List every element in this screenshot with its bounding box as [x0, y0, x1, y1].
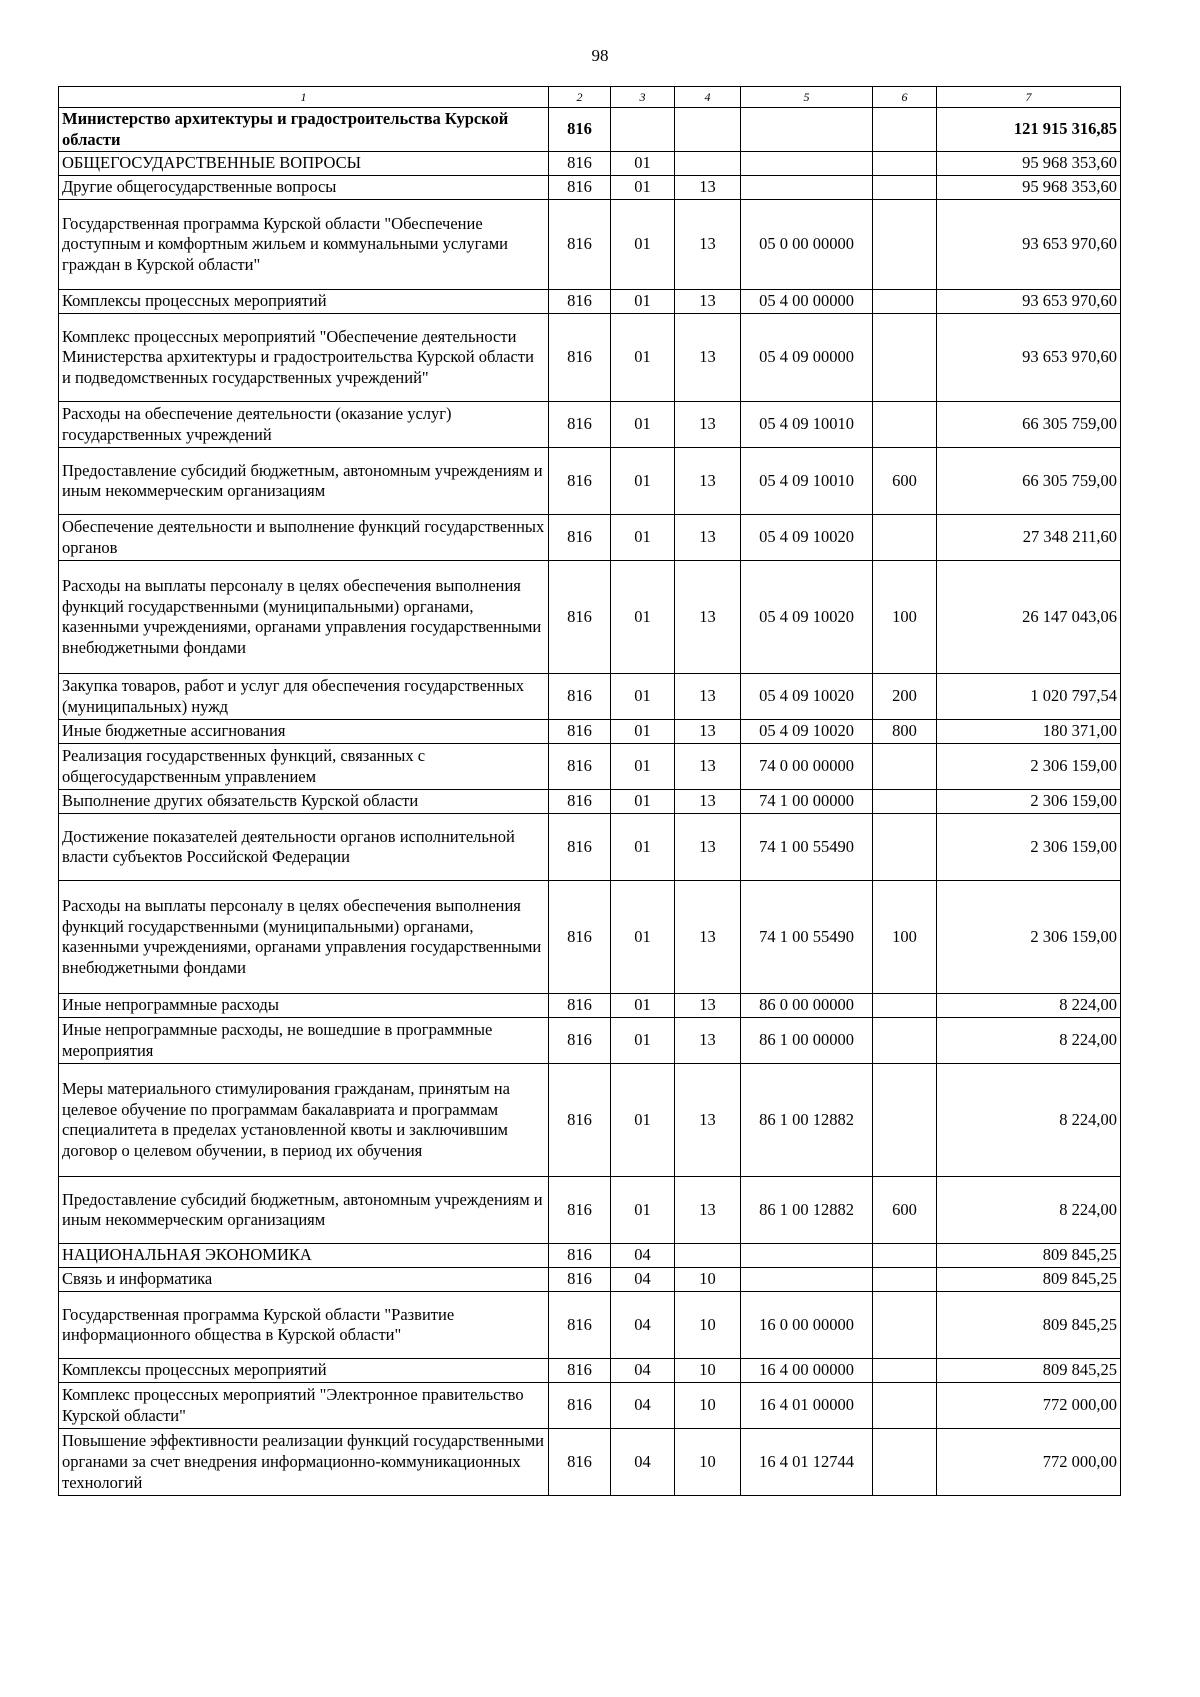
table-row	[59, 176, 1121, 200]
row-name: Иные непрограммные расходы	[59, 994, 549, 1018]
table-row	[59, 744, 1121, 790]
column-header: 4	[675, 87, 741, 108]
row-subsection-code: 13	[675, 720, 741, 744]
row-ministry-code: 816	[549, 674, 611, 720]
row-expense-type	[873, 1018, 937, 1064]
row-name: Другие общегосударственные вопросы	[59, 176, 549, 200]
row-amount: 180 371,00	[937, 720, 1121, 744]
table-row	[59, 674, 1121, 720]
row-subsection-code: 13	[675, 448, 741, 515]
row-ministry-code: 816	[549, 744, 611, 790]
row-section-code: 01	[611, 152, 675, 176]
row-target-article	[741, 152, 873, 176]
row-amount: 8 224,00	[937, 1064, 1121, 1177]
row-target-article: 05 4 09 10020	[741, 561, 873, 674]
table-row	[59, 152, 1121, 176]
row-target-article: 74 1 00 55490	[741, 881, 873, 994]
row-expense-type	[873, 1268, 937, 1292]
row-amount: 809 845,25	[937, 1244, 1121, 1268]
row-expense-type	[873, 314, 937, 402]
row-ministry-code: 816	[549, 1429, 611, 1496]
row-subsection-code	[675, 152, 741, 176]
row-ministry-code: 816	[549, 561, 611, 674]
row-section-code: 01	[611, 720, 675, 744]
row-section-code: 01	[611, 314, 675, 402]
row-name: Комплекс процессных мероприятий "Электронное правительство Курской области"	[59, 1383, 549, 1429]
row-subsection-code: 13	[675, 515, 741, 561]
row-subsection-code: 13	[675, 561, 741, 674]
table-row	[59, 290, 1121, 314]
row-expense-type	[873, 290, 937, 314]
row-name: Государственная программа Курской области "Обеспечение доступным и комфортным жильем и коммунальными услугами граждан в Курской области"	[59, 200, 549, 290]
row-section-code: 01	[611, 1064, 675, 1177]
row-target-article: 16 4 01 00000	[741, 1383, 873, 1429]
row-name: Связь и информатика	[59, 1268, 549, 1292]
row-ministry-code: 816	[549, 1018, 611, 1064]
row-name: Иные непрограммные расходы, не вошедшие в программные мероприятия	[59, 1018, 549, 1064]
row-target-article: 86 0 00 00000	[741, 994, 873, 1018]
column-header: 3	[611, 87, 675, 108]
row-target-article: 05 4 09 10020	[741, 720, 873, 744]
row-subsection-code: 13	[675, 290, 741, 314]
row-name: Закупка товаров, работ и услуг для обеспечения государственных (муниципальных) нужд	[59, 674, 549, 720]
row-section-code	[611, 108, 675, 152]
row-name: Государственная программа Курской области "Развитие информационного общества в Курской области"	[59, 1292, 549, 1359]
row-amount: 2 306 159,00	[937, 881, 1121, 994]
row-subsection-code: 13	[675, 176, 741, 200]
row-section-code: 01	[611, 176, 675, 200]
row-ministry-code: 816	[549, 176, 611, 200]
row-section-code: 01	[611, 744, 675, 790]
row-amount: 93 653 970,60	[937, 314, 1121, 402]
row-name: Предоставление субсидий бюджетным, автономным учреждениям и иным некоммерческим организациям	[59, 448, 549, 515]
table-row	[59, 1359, 1121, 1383]
row-expense-type	[873, 1359, 937, 1383]
row-amount: 772 000,00	[937, 1429, 1121, 1496]
row-section-code: 01	[611, 814, 675, 881]
row-subsection-code: 13	[675, 314, 741, 402]
row-expense-type: 200	[873, 674, 937, 720]
row-section-code: 01	[611, 674, 675, 720]
row-target-article: 05 4 09 10020	[741, 515, 873, 561]
row-expense-type: 800	[873, 720, 937, 744]
row-subsection-code: 13	[675, 814, 741, 881]
row-ministry-code: 816	[549, 790, 611, 814]
column-number-row	[59, 87, 1121, 108]
row-amount: 8 224,00	[937, 994, 1121, 1018]
row-section-code: 01	[611, 881, 675, 994]
row-ministry-code: 816	[549, 1359, 611, 1383]
row-name: Предоставление субсидий бюджетным, автономным учреждениям и иным некоммерческим организациям	[59, 1177, 549, 1244]
row-target-article	[741, 1268, 873, 1292]
row-expense-type	[873, 1244, 937, 1268]
table-row	[59, 790, 1121, 814]
row-expense-type	[873, 1064, 937, 1177]
row-name: Комплекс процессных мероприятий "Обеспечение деятельности Министерства архитектуры и градостроительства Курской области и подведомственных государственных учреждений"	[59, 314, 549, 402]
row-amount: 809 845,25	[937, 1268, 1121, 1292]
row-ministry-code: 816	[549, 814, 611, 881]
row-target-article: 74 1 00 00000	[741, 790, 873, 814]
row-target-article	[741, 1244, 873, 1268]
row-subsection-code: 10	[675, 1429, 741, 1496]
row-subsection-code	[675, 1244, 741, 1268]
row-name: НАЦИОНАЛЬНАЯ ЭКОНОМИКА	[59, 1244, 549, 1268]
row-ministry-code: 816	[549, 994, 611, 1018]
row-expense-type	[873, 790, 937, 814]
row-section-code: 01	[611, 448, 675, 515]
row-expense-type	[873, 515, 937, 561]
row-target-article: 16 4 00 00000	[741, 1359, 873, 1383]
row-amount: 772 000,00	[937, 1383, 1121, 1429]
row-subsection-code: 13	[675, 402, 741, 448]
row-target-article	[741, 176, 873, 200]
row-amount: 2 306 159,00	[937, 790, 1121, 814]
row-name: Выполнение других обязательств Курской области	[59, 790, 549, 814]
table-row	[59, 402, 1121, 448]
row-amount: 27 348 211,60	[937, 515, 1121, 561]
row-section-code: 01	[611, 200, 675, 290]
row-expense-type	[873, 1292, 937, 1359]
row-target-article: 16 0 00 00000	[741, 1292, 873, 1359]
row-section-code: 04	[611, 1244, 675, 1268]
table-row	[59, 881, 1121, 994]
row-subsection-code: 13	[675, 674, 741, 720]
row-amount: 95 968 353,60	[937, 176, 1121, 200]
table-row	[59, 1064, 1121, 1177]
row-expense-type	[873, 200, 937, 290]
row-ministry-code: 816	[549, 1383, 611, 1429]
row-amount: 8 224,00	[937, 1177, 1121, 1244]
row-subsection-code: 13	[675, 881, 741, 994]
row-name: Обеспечение деятельности и выполнение функций государственных органов	[59, 515, 549, 561]
row-target-article	[741, 108, 873, 152]
row-expense-type	[873, 176, 937, 200]
column-header: 7	[937, 87, 1121, 108]
row-target-article: 05 4 00 00000	[741, 290, 873, 314]
row-subsection-code: 10	[675, 1359, 741, 1383]
row-name: ОБЩЕГОСУДАРСТВЕННЫЕ ВОПРОСЫ	[59, 152, 549, 176]
row-ministry-code: 816	[549, 108, 611, 152]
row-ministry-code: 816	[549, 1244, 611, 1268]
row-expense-type	[873, 152, 937, 176]
row-target-article: 05 4 09 10010	[741, 402, 873, 448]
row-target-article: 86 1 00 12882	[741, 1064, 873, 1177]
row-amount: 121 915 316,85	[937, 108, 1121, 152]
row-subsection-code	[675, 108, 741, 152]
row-target-article: 05 4 09 00000	[741, 314, 873, 402]
row-amount: 809 845,25	[937, 1292, 1121, 1359]
row-section-code: 04	[611, 1268, 675, 1292]
column-header: 1	[59, 87, 549, 108]
row-section-code: 04	[611, 1359, 675, 1383]
row-name: Иные бюджетные ассигнования	[59, 720, 549, 744]
row-section-code: 01	[611, 402, 675, 448]
row-section-code: 01	[611, 790, 675, 814]
row-target-article: 05 4 09 10010	[741, 448, 873, 515]
row-name: Комплексы процессных мероприятий	[59, 290, 549, 314]
row-name: Расходы на обеспечение деятельности (оказание услуг) государственных учреждений	[59, 402, 549, 448]
row-target-article: 74 1 00 55490	[741, 814, 873, 881]
row-target-article: 74 0 00 00000	[741, 744, 873, 790]
row-ministry-code: 816	[549, 881, 611, 994]
row-amount: 809 845,25	[937, 1359, 1121, 1383]
row-name: Расходы на выплаты персоналу в целях обеспечения выполнения функций государственными (муниципальными) органами, казенными учреждениями, органами управления государственными внебюджетными фондами	[59, 561, 549, 674]
row-expense-type	[873, 1429, 937, 1496]
row-amount: 66 305 759,00	[937, 402, 1121, 448]
row-ministry-code: 816	[549, 1177, 611, 1244]
row-target-article: 16 4 01 12744	[741, 1429, 873, 1496]
table-row	[59, 561, 1121, 674]
row-amount: 93 653 970,60	[937, 290, 1121, 314]
row-amount: 1 020 797,54	[937, 674, 1121, 720]
row-ministry-code: 816	[549, 1292, 611, 1359]
row-target-article: 05 0 00 00000	[741, 200, 873, 290]
row-subsection-code: 13	[675, 1018, 741, 1064]
row-target-article: 86 1 00 12882	[741, 1177, 873, 1244]
row-section-code: 01	[611, 1018, 675, 1064]
row-name: Расходы на выплаты персоналу в целях обеспечения выполнения функций государственными (муниципальными) органами, казенными учреждениями, органами управления государственными внебюджетными фондами	[59, 881, 549, 994]
row-section-code: 04	[611, 1429, 675, 1496]
row-expense-type: 600	[873, 448, 937, 515]
row-name: Реализация государственных функций, связанных с общегосударственным управлением	[59, 744, 549, 790]
row-section-code: 04	[611, 1383, 675, 1429]
row-subsection-code: 13	[675, 744, 741, 790]
column-header: 6	[873, 87, 937, 108]
row-expense-type	[873, 402, 937, 448]
row-ministry-code: 816	[549, 314, 611, 402]
row-expense-type	[873, 744, 937, 790]
row-ministry-code: 816	[549, 1064, 611, 1177]
row-expense-type	[873, 814, 937, 881]
row-section-code: 04	[611, 1292, 675, 1359]
row-section-code: 01	[611, 561, 675, 674]
row-subsection-code: 13	[675, 200, 741, 290]
row-subsection-code: 10	[675, 1383, 741, 1429]
row-section-code: 01	[611, 290, 675, 314]
table-row	[59, 1244, 1121, 1268]
row-target-article: 86 1 00 00000	[741, 1018, 873, 1064]
row-ministry-code: 816	[549, 448, 611, 515]
table-row	[59, 814, 1121, 881]
table-row	[59, 720, 1121, 744]
row-ministry-code: 816	[549, 515, 611, 561]
table-row	[59, 515, 1121, 561]
table-row	[59, 200, 1121, 290]
row-amount: 95 968 353,60	[937, 152, 1121, 176]
row-amount: 66 305 759,00	[937, 448, 1121, 515]
table-row	[59, 1429, 1121, 1496]
table-row	[59, 1292, 1121, 1359]
row-ministry-code: 816	[549, 200, 611, 290]
table-row	[59, 1383, 1121, 1429]
table-row	[59, 994, 1121, 1018]
row-amount: 2 306 159,00	[937, 744, 1121, 790]
row-name: Комплексы процессных мероприятий	[59, 1359, 549, 1383]
row-ministry-code: 816	[549, 720, 611, 744]
row-name: Повышение эффективности реализации функций государственными органами за счет внедрения информационно-коммуникационных технологий	[59, 1429, 549, 1496]
row-subsection-code: 10	[675, 1268, 741, 1292]
row-ministry-code: 816	[549, 290, 611, 314]
table-row	[59, 1177, 1121, 1244]
row-name: Меры материального стимулирования гражданам, принятым на целевое обучение по программам бакалавриата и программам специалитета в пределах установленной квоты и заключившим договор о целевом обучении, в период их обучения	[59, 1064, 549, 1177]
row-ministry-code: 816	[549, 402, 611, 448]
row-amount: 8 224,00	[937, 1018, 1121, 1064]
row-name: Достижение показателей деятельности органов исполнительной власти субъектов Российской Федерации	[59, 814, 549, 881]
budget-table	[58, 86, 1121, 1496]
row-subsection-code: 13	[675, 790, 741, 814]
row-name: Министерство архитектуры и градостроительства Курской области	[59, 108, 549, 152]
row-expense-type: 100	[873, 881, 937, 994]
row-ministry-code: 816	[549, 1268, 611, 1292]
table-row	[59, 314, 1121, 402]
row-expense-type	[873, 994, 937, 1018]
row-target-article: 05 4 09 10020	[741, 674, 873, 720]
row-expense-type: 600	[873, 1177, 937, 1244]
row-subsection-code: 13	[675, 994, 741, 1018]
row-section-code: 01	[611, 515, 675, 561]
row-section-code: 01	[611, 1177, 675, 1244]
column-header: 2	[549, 87, 611, 108]
row-subsection-code: 13	[675, 1177, 741, 1244]
row-expense-type	[873, 108, 937, 152]
row-subsection-code: 13	[675, 1064, 741, 1177]
row-amount: 2 306 159,00	[937, 814, 1121, 881]
column-header: 5	[741, 87, 873, 108]
table-row	[59, 1018, 1121, 1064]
row-expense-type	[873, 1383, 937, 1429]
row-subsection-code: 10	[675, 1292, 741, 1359]
row-section-code: 01	[611, 994, 675, 1018]
page-number: 98	[591, 46, 609, 65]
table-row	[59, 448, 1121, 515]
row-amount: 93 653 970,60	[937, 200, 1121, 290]
row-amount: 26 147 043,06	[937, 561, 1121, 674]
row-ministry-code: 816	[549, 152, 611, 176]
table-row	[59, 108, 1121, 152]
table-row	[59, 1268, 1121, 1292]
row-expense-type: 100	[873, 561, 937, 674]
